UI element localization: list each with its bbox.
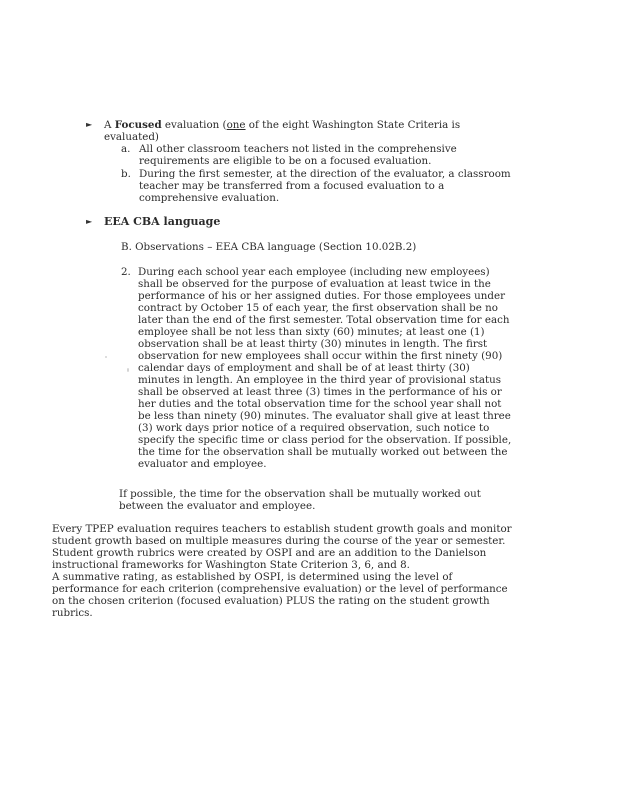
possible-line: If possible, the time for the observation shall be mutually worked out — [119, 488, 481, 500]
item2-line: contract by October 15 of each year, the first observation shall be no — [138, 302, 498, 314]
item2-line: the time for the observation shall be mutually worked out between the — [138, 446, 508, 458]
item-b-line-2: teacher may be transferred from a focused evaluation to a — [139, 180, 445, 192]
tpep-line: rubrics. — [52, 607, 93, 619]
item2-line: later than the end of the first semester. Total observation time for each — [138, 314, 510, 326]
item-a-line-1: All other classroom teachers not listed in the comprehensive — [139, 143, 457, 155]
item2-line: evaluator and employee. — [138, 458, 267, 470]
observations-heading: B. Observations – EEA CBA language (Section 10.02B.2) — [121, 241, 417, 253]
item2-line: employee shall be not less than sixty (60) minutes; at least one (1) — [138, 326, 485, 338]
item2-line: observation shall be at least thirty (30) minutes in length. The first — [138, 338, 488, 350]
bullet-marker: ► — [86, 217, 93, 226]
focused-prefix: A — [104, 119, 115, 131]
focused-rest: of the eight Washington State Criteria is — [245, 119, 461, 131]
focused-line-2: evaluated) — [104, 131, 159, 143]
item2-line: observation for new employees shall occur within the first ninety (90) — [138, 350, 503, 362]
tpep-line: A summative rating, as established by OSPI, is determined using the level of — [52, 571, 453, 583]
item2-line: minutes in length. An employee in the third year of provisional status — [138, 374, 502, 386]
tpep-line: student growth based on multiple measures during the course of the year or semester. — [52, 535, 506, 547]
tpep-line: Student growth rubrics were created by OSPI and are an addition to the Danielson — [52, 547, 487, 559]
item2-line: be less than ninety (90) minutes. The evaluator shall give at least three — [138, 410, 511, 422]
focused-bold: Focused — [114, 119, 162, 131]
tpep-line: performance for each criterion (comprehensive evaluation) or the level of performance — [52, 583, 508, 595]
tpep-line: instructional frameworks for Washington State Criterion 3, 6, and 8. — [52, 559, 410, 571]
focused-line-1 — [104, 119, 460, 132]
list-marker-a: a. — [121, 143, 131, 155]
item2-line: her duties and the total observation time for the school year shall not — [138, 398, 502, 410]
item-a-line-2: requirements are eligible to be on a focused evaluation. — [139, 155, 432, 167]
item2-line: specify the specific time or class period for the observation. If possible, — [138, 434, 512, 446]
item2-line: During each school year each employee (including new employees) — [138, 266, 490, 278]
item-b-line-1: During the first semester, at the direction of the evaluator, a classroom — [139, 168, 511, 180]
item2-line: performance of his or her assigned duties. For those employees under — [138, 290, 506, 302]
focused-underlined: one — [226, 119, 246, 131]
list-marker-2: 2. — [121, 266, 131, 278]
list-marker-b: b. — [121, 168, 131, 180]
item-b-line-3: comprehensive evaluation. — [139, 192, 280, 204]
item2-line: calendar days of employment and shall be of at least thirty (30) — [138, 362, 470, 374]
item2-line: (3) work days prior notice of a required observation, such notice to — [138, 422, 490, 434]
tpep-line: on the chosen criterion (focused evaluation) PLUS the rating on the student growth — [52, 595, 490, 607]
item2-line: shall be observed for the purpose of evaluation at least twice in the — [138, 278, 491, 290]
scan-mark — [105, 356, 107, 358]
bullet-marker: ► — [86, 120, 93, 129]
item2-line: shall be observed at least three (3) times in the performance of his or — [138, 386, 502, 398]
focused-mid: evaluation ( — [161, 119, 227, 131]
cba-heading: EEA CBA language — [104, 215, 221, 228]
possible-line: between the evaluator and employee. — [119, 500, 316, 512]
scan-mark — [127, 368, 129, 372]
tpep-line: Every TPEP evaluation requires teachers to establish student growth goals and monitor — [52, 523, 512, 535]
